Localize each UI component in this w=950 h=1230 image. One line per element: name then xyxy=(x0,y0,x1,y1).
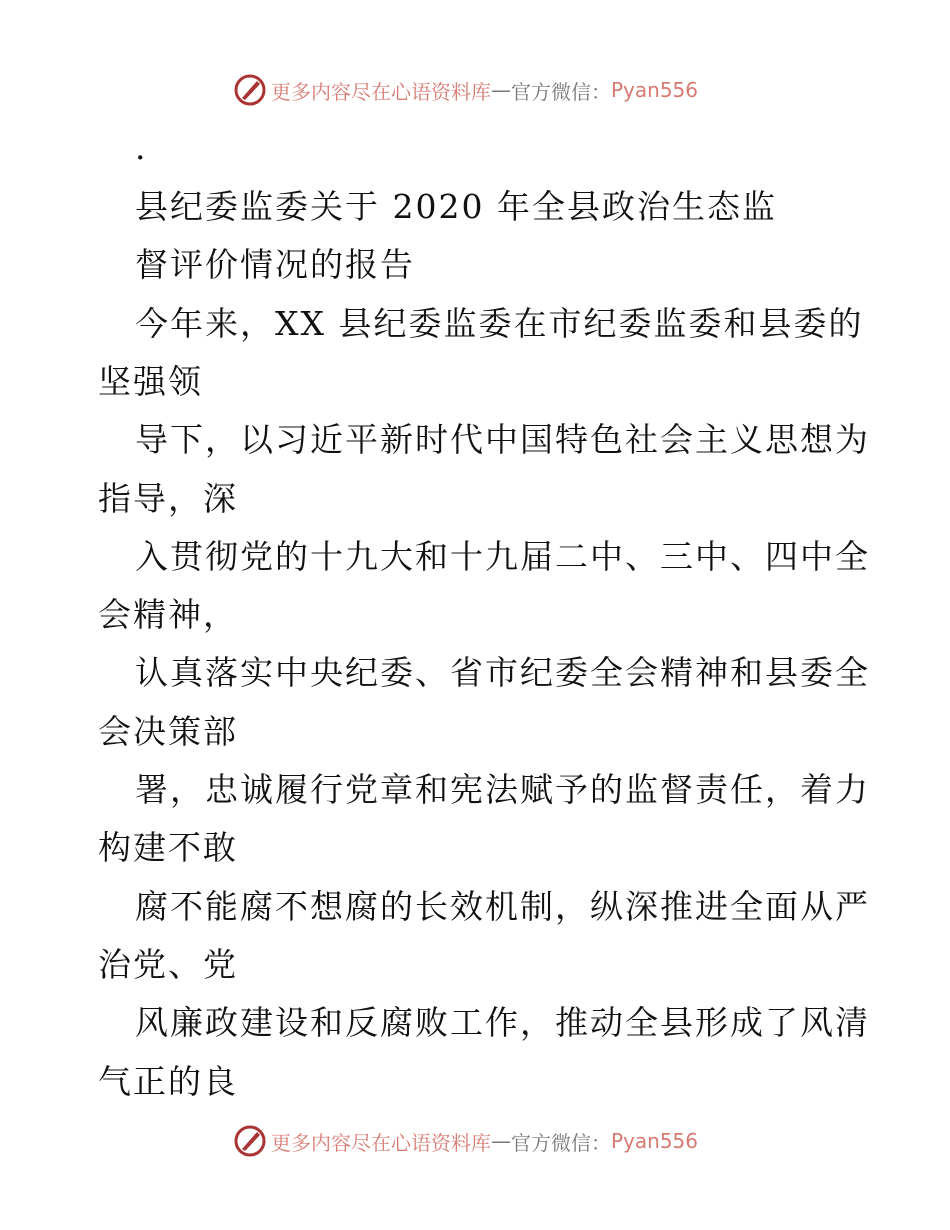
banner-wechat-id: Pyan556 xyxy=(611,1129,699,1153)
body-text-line: 署，忠诚履行党章和宪法赋予的监督责任，着力 xyxy=(135,770,870,809)
banner-dash: — xyxy=(491,78,511,102)
body-text-line: 会精神， xyxy=(98,595,238,635)
body-text-line: 风廉政建设和反腐败工作，推动全县形成了风清 xyxy=(135,1003,870,1043)
body-text-line: 认真落实中央纪委、省市纪委全会精神和县委全 xyxy=(135,653,870,693)
body-text-line: 指导，深 xyxy=(98,478,238,518)
body-text-line: 构建不敢 xyxy=(98,828,238,868)
header-banner xyxy=(233,70,698,110)
banner-wechat-label: 官方微信： xyxy=(511,79,611,104)
banner-wechat-id: Pyan556 xyxy=(611,78,699,102)
banner-wechat-label: 官方微信： xyxy=(511,1130,611,1155)
pen-logo-icon xyxy=(233,1124,267,1158)
footer-banner xyxy=(233,1121,698,1161)
document-title-line: 县纪委监委关于 2020 年全县政治生态监 xyxy=(135,187,777,226)
body-text-line: 气正的良 xyxy=(98,1061,238,1101)
banner-dash: — xyxy=(491,1129,511,1153)
body-text-line: 治党、党 xyxy=(98,944,238,984)
document-title-line: 督评价情况的报告 xyxy=(135,245,415,285)
banner-site-text: 更多内容尽在心语资料库 xyxy=(271,1130,491,1155)
body-text-line: 腐不能腐不想腐的长效机制，纵深推进全面从严 xyxy=(135,886,870,926)
pen-logo-icon xyxy=(233,73,267,107)
banner-site-text: 更多内容尽在心语资料库 xyxy=(271,79,491,104)
leading-dot: . xyxy=(135,128,148,167)
body-text-line: 会决策部 xyxy=(98,711,238,751)
body-text-line: 今年来，XX 县纪委监委在市纪委监委和县委的 xyxy=(135,303,864,343)
body-text-line: 坚强领 xyxy=(98,361,203,401)
body-text-line: 导下，以习近平新时代中国特色社会主义思想为 xyxy=(135,420,870,460)
body-text-line: 入贯彻党的十九大和十九届二中、三中、四中全 xyxy=(135,536,870,576)
